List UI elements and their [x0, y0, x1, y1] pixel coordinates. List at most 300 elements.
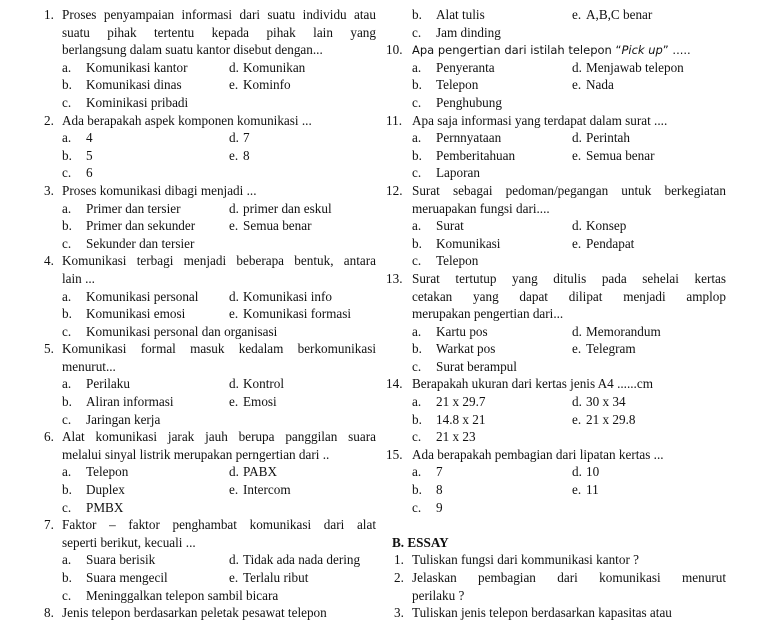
question-number: 3. [394, 605, 404, 621]
question-text: Berapakah ukuran dari kertas jenis A4 ......cm [412, 376, 653, 392]
question-3 [44, 182, 376, 252]
option-letter: c. [62, 165, 72, 181]
option-letter: b. [412, 77, 422, 93]
question-line [386, 112, 726, 130]
option-text: Semua benar [586, 147, 655, 163]
question-line [44, 604, 376, 622]
option-row [44, 94, 376, 112]
question-2 [44, 112, 376, 182]
option-text: Telegram [586, 341, 636, 357]
option-letter: a. [412, 59, 422, 75]
option-text: Pernnyataan [436, 130, 502, 146]
option-row [394, 323, 726, 341]
option-letter: c. [412, 499, 422, 515]
option-cell [412, 463, 572, 481]
question-9-continued [394, 6, 726, 41]
question-text: Faktor – faktor penghambat komunikasi dari alat [62, 517, 376, 533]
option-text: 7 [243, 130, 250, 146]
option-cell [62, 481, 229, 499]
option-letter: a. [412, 464, 422, 480]
option-text: 21 x 23 [436, 429, 476, 445]
option-cell [62, 129, 229, 147]
option-text: Memorandum [586, 323, 661, 339]
question-7 [44, 516, 376, 604]
option-cell [62, 569, 229, 587]
option-text: Tidak ada nada dering [243, 552, 361, 568]
question-line [394, 569, 726, 587]
option-letter: e. [572, 7, 582, 22]
question-number: 15. [386, 446, 403, 462]
question-text: Proses penyampaian informasi dari suatu individu atau [62, 7, 376, 22]
option-row [44, 217, 376, 235]
option-letter: c. [62, 94, 72, 110]
option-text: Suara mengecil [86, 570, 168, 585]
option-text: Alat tulis [436, 7, 485, 22]
option-text: A,B,C benar [586, 7, 653, 22]
option-letter: d. [229, 552, 239, 568]
spacer [394, 516, 726, 534]
question-text: Komunikasi formal masuk kedalam berkomunikasi [62, 341, 376, 357]
option-text: Nada [586, 77, 614, 93]
question-12 [386, 182, 726, 270]
option-letter: a. [62, 376, 72, 392]
option-row [44, 587, 376, 605]
question-line [44, 112, 376, 130]
option-row [394, 481, 726, 499]
question-line [44, 6, 376, 24]
option-row [394, 217, 726, 235]
option-cell [412, 6, 572, 24]
option-row [44, 235, 376, 253]
option-cell [572, 323, 702, 341]
option-cell [412, 358, 572, 376]
option-cell [62, 551, 229, 569]
option-cell [412, 411, 572, 429]
question-line [386, 446, 726, 464]
essay-item-3 [394, 604, 726, 622]
option-letter: a. [62, 464, 72, 480]
question-number: 10. [386, 42, 403, 58]
option-letter: a. [62, 200, 72, 216]
option-cell [572, 481, 702, 499]
option-text: 8 [436, 482, 443, 498]
question-text: Surat tertutup yang ditulis pada sehelai kertas [412, 270, 726, 286]
option-text: Konsep [586, 218, 627, 234]
option-letter: c. [62, 235, 72, 251]
question-line [386, 41, 726, 59]
question-6 [44, 428, 376, 516]
question-text [412, 41, 726, 59]
option-letter: b. [412, 411, 422, 427]
option-text: Semua benar [243, 218, 312, 234]
option-cell [572, 147, 702, 165]
option-letter: e. [229, 306, 239, 322]
option-row [44, 288, 376, 306]
question-text: Surat sebagai pedoman/pegangan untuk berkegiatan [412, 182, 726, 198]
question-text: Jenis telepon berdasarkan peletak pesawat telepon [62, 605, 327, 621]
option-letter: e. [229, 147, 239, 163]
option-text: Komunikasi [436, 235, 501, 251]
option-letter: c. [62, 499, 72, 515]
question-13 [386, 270, 726, 376]
option-cell [229, 463, 359, 481]
option-text: Emosi [243, 394, 277, 410]
option-row [394, 164, 726, 182]
option-letter: b. [412, 482, 422, 498]
option-letter: d. [572, 394, 582, 410]
option-row [394, 411, 726, 429]
option-letter: e. [229, 77, 239, 93]
option-text: Terlalu ribut [243, 570, 309, 585]
option-cell [412, 428, 572, 446]
option-letter: b. [62, 218, 72, 234]
option-row [44, 164, 376, 182]
question-line [386, 375, 726, 393]
option-text: Penyeranta [436, 59, 495, 75]
option-letter: e. [572, 77, 582, 93]
option-cell [229, 76, 359, 94]
option-letter: c. [412, 94, 422, 110]
option-text: Meninggalkan telepon sambil bicara [86, 587, 279, 603]
option-cell [229, 375, 359, 393]
option-cell [229, 217, 359, 235]
question-line [44, 182, 376, 200]
option-letter: a. [412, 323, 422, 339]
question-number: 4. [44, 253, 54, 269]
essay-item-2 [394, 569, 726, 604]
option-letter: b. [412, 147, 422, 163]
option-cell [62, 147, 229, 165]
option-row [44, 411, 376, 429]
option-cell [572, 6, 702, 24]
question-text-part: Apa pengertian dari istilah telepon “ [412, 43, 622, 58]
option-letter: d. [229, 200, 239, 216]
option-cell [229, 129, 359, 147]
option-letter: d. [229, 59, 239, 75]
question-text: Komunikasi terbagi menjadi beberapa bentuk, antara [62, 253, 376, 269]
option-cell [62, 288, 229, 306]
option-text: Perintah [586, 130, 630, 146]
option-letter: c. [412, 358, 422, 374]
option-letter: d. [229, 376, 239, 392]
option-row [44, 569, 376, 587]
question-number: 2. [394, 570, 404, 585]
option-text: Komunikasi formasi [243, 306, 352, 322]
option-text: Kontrol [243, 376, 285, 392]
option-row [44, 59, 376, 77]
option-letter: b. [62, 394, 72, 410]
option-text: Duplex [86, 482, 125, 498]
option-cell [572, 411, 702, 429]
option-text: Jaringan kerja [86, 411, 161, 427]
option-letter: e. [229, 570, 239, 585]
option-text: Telepon [86, 464, 129, 480]
option-cell [62, 76, 229, 94]
question-10 [386, 41, 726, 111]
option-text: Komunikan [243, 59, 306, 75]
option-row [44, 481, 376, 499]
option-cell [229, 569, 359, 587]
question-line [394, 604, 726, 622]
option-row [44, 200, 376, 218]
option-cell [62, 587, 279, 605]
option-row [394, 76, 726, 94]
option-text: Surat [436, 218, 464, 234]
option-letter: b. [62, 482, 72, 498]
option-text: 5 [86, 147, 93, 163]
option-letter: d. [229, 464, 239, 480]
option-cell [62, 200, 229, 218]
option-letter: d. [229, 288, 239, 304]
option-cell [412, 94, 572, 112]
option-text: PMBX [86, 499, 124, 515]
option-letter: d. [572, 323, 582, 339]
option-cell [572, 59, 702, 77]
option-cell [572, 76, 702, 94]
question-text: seperti berikut, kecuali ... [62, 534, 196, 550]
question-number: 7. [44, 517, 54, 533]
question-text: perilaku ? [412, 587, 465, 603]
question-1 [44, 6, 376, 112]
question-text: Alat komunikasi jarak jauh berupa panggilan suara [62, 429, 376, 445]
option-cell [229, 288, 359, 306]
option-row [394, 358, 726, 376]
option-text: Sekunder dan tersier [86, 235, 195, 251]
option-text: 7 [436, 464, 443, 480]
option-cell [412, 217, 572, 235]
question-text: Jelaskan pembagian dari komunikasi menurut [412, 570, 726, 585]
option-text: primer dan eskul [243, 200, 332, 216]
option-cell [412, 24, 572, 42]
option-text: Telepon [436, 77, 479, 93]
question-text: berlangsung dalam suatu kantor disebut dengan... [62, 42, 323, 58]
option-text: PABX [243, 464, 277, 480]
option-letter: e. [572, 411, 582, 427]
option-text: Komunikasi personal dan organisasi [86, 323, 278, 339]
option-letter: b. [62, 147, 72, 163]
option-text: 30 x 34 [586, 394, 626, 410]
question-text: menurut... [62, 358, 116, 374]
question-number: 11. [386, 112, 402, 128]
option-letter: b. [62, 77, 72, 93]
option-text: Komunikasi info [243, 288, 333, 304]
option-letter: d. [229, 130, 239, 146]
option-letter: b. [412, 341, 422, 357]
option-row [44, 76, 376, 94]
question-text: melalui sinyal listrik merupakan perngertian dari .. [62, 446, 330, 462]
option-cell [62, 323, 278, 341]
option-row [44, 147, 376, 165]
question-text: Ada berapakah aspek komponen komunikasi ... [62, 112, 312, 128]
option-cell [62, 59, 229, 77]
option-text: Primer dan sekunder [86, 218, 196, 234]
option-cell [412, 235, 572, 253]
question-8 [44, 604, 376, 622]
question-line [394, 551, 726, 569]
option-cell [412, 393, 572, 411]
question-4 [44, 252, 376, 340]
question-line [386, 270, 726, 288]
question-line [44, 340, 376, 358]
option-row [394, 94, 726, 112]
option-letter: a. [412, 218, 422, 234]
option-row [44, 499, 376, 517]
option-row [394, 129, 726, 147]
question-text: Tuliskan fungsi dari kommunikasi kantor ? [412, 552, 639, 568]
option-letter: b. [412, 7, 422, 22]
option-text: Primer dan tersier [86, 200, 181, 216]
option-letter: d. [572, 218, 582, 234]
option-row [44, 551, 376, 569]
option-row [44, 463, 376, 481]
question-number: 1. [44, 7, 54, 22]
option-row [394, 428, 726, 446]
option-text: 21 x 29.8 [586, 411, 636, 427]
option-text: 4 [86, 130, 93, 146]
option-letter: e. [572, 147, 582, 163]
option-text: Kominfo [243, 77, 291, 93]
question-number: 2. [44, 112, 54, 128]
option-cell [412, 164, 572, 182]
question-number: 5. [44, 341, 54, 357]
option-cell [412, 76, 572, 94]
option-row [394, 252, 726, 270]
option-text: Suara berisik [86, 552, 156, 568]
option-letter: c. [412, 429, 422, 445]
option-letter: c. [62, 411, 72, 427]
option-text: Jam dinding [436, 24, 501, 40]
option-letter: a. [412, 394, 422, 410]
option-letter: e. [572, 235, 582, 251]
option-cell [412, 481, 572, 499]
option-text: Perilaku [86, 376, 130, 392]
option-cell [229, 551, 359, 569]
option-letter: a. [62, 288, 72, 304]
option-cell [62, 217, 229, 235]
option-cell [229, 147, 359, 165]
question-number: 13. [386, 270, 403, 286]
option-row [44, 305, 376, 323]
option-cell [412, 147, 572, 165]
option-letter: a. [62, 552, 72, 568]
essay-heading: B. ESSAY [392, 534, 449, 550]
option-cell [412, 323, 572, 341]
question-line [44, 428, 376, 446]
option-text: Menjawab telepon [586, 59, 684, 75]
option-cell [62, 499, 229, 517]
question-number: 12. [386, 182, 403, 198]
question-text: Tuliskan jenis telepon berdasarkan kapasitas atau [412, 605, 672, 621]
option-text: Komunikasi emosi [86, 306, 186, 322]
option-text: Pendapat [586, 235, 635, 251]
option-letter: e. [229, 394, 239, 410]
option-cell [229, 481, 359, 499]
option-letter: c. [412, 253, 422, 269]
option-cell [572, 463, 702, 481]
option-text: Komunikasi personal [86, 288, 199, 304]
option-row [394, 340, 726, 358]
right-column [386, 6, 726, 622]
option-cell [229, 59, 359, 77]
question-number: 1. [394, 552, 404, 568]
option-letter: d. [572, 130, 582, 146]
option-text: Surat berampul [436, 358, 517, 374]
option-text: 10 [586, 464, 600, 480]
option-row [394, 235, 726, 253]
option-text: Laporan [436, 165, 480, 181]
option-letter: b. [412, 235, 422, 251]
option-row [44, 129, 376, 147]
essay-item-1 [394, 551, 726, 569]
option-cell [572, 340, 702, 358]
option-cell [412, 499, 572, 517]
option-text: 9 [436, 499, 443, 515]
option-letter: e. [229, 482, 239, 498]
option-cell [572, 393, 702, 411]
option-letter: c. [62, 323, 72, 339]
question-text: lain ... [62, 270, 95, 286]
option-row [394, 24, 726, 42]
question-text: merupakan pengertian dari... [412, 306, 564, 322]
option-text: Intercom [243, 482, 291, 498]
option-letter: a. [412, 130, 422, 146]
question-text: cetakan yang dapat dilipat menjadi amplop [412, 288, 726, 304]
option-cell [62, 94, 229, 112]
option-cell [572, 129, 702, 147]
option-text: Kominikasi pribadi [86, 94, 189, 110]
option-row [394, 463, 726, 481]
option-cell [62, 235, 229, 253]
option-cell [412, 129, 572, 147]
option-row [394, 393, 726, 411]
option-text: 11 [586, 482, 599, 498]
question-line [386, 182, 726, 200]
option-cell [62, 375, 229, 393]
question-number: 8. [44, 605, 54, 621]
option-cell [412, 252, 572, 270]
option-cell [412, 59, 572, 77]
option-letter: a. [62, 130, 72, 146]
question-line [44, 252, 376, 270]
option-text: 14.8 x 21 [436, 411, 486, 427]
option-text: Pemberitahuan [436, 147, 516, 163]
option-cell [62, 164, 229, 182]
option-cell [229, 200, 359, 218]
option-letter: d. [572, 464, 582, 480]
option-letter: e. [572, 341, 582, 357]
option-text: 6 [86, 165, 93, 181]
option-row [394, 59, 726, 77]
option-row [394, 499, 726, 517]
option-text: Komunikasi dinas [86, 77, 182, 93]
question-text: Apa saja informasi yang terdapat dalam surat .... [412, 112, 668, 128]
option-letter: a. [62, 59, 72, 75]
option-cell [62, 305, 229, 323]
option-letter: c. [412, 165, 422, 181]
option-cell [62, 393, 229, 411]
option-row [394, 6, 726, 24]
option-cell [572, 217, 702, 235]
option-text: Aliran informasi [86, 394, 174, 410]
option-letter: e. [229, 218, 239, 234]
option-text: Telepon [436, 253, 479, 269]
option-cell [229, 393, 359, 411]
question-text: meruapakan fungsi dari.... [412, 200, 550, 216]
question-number: 14. [386, 376, 403, 392]
question-text: Ada berapakah pembagian dari lipatan kertas ... [412, 446, 664, 462]
option-text: 8 [243, 147, 250, 163]
question-number: 3. [44, 182, 54, 198]
